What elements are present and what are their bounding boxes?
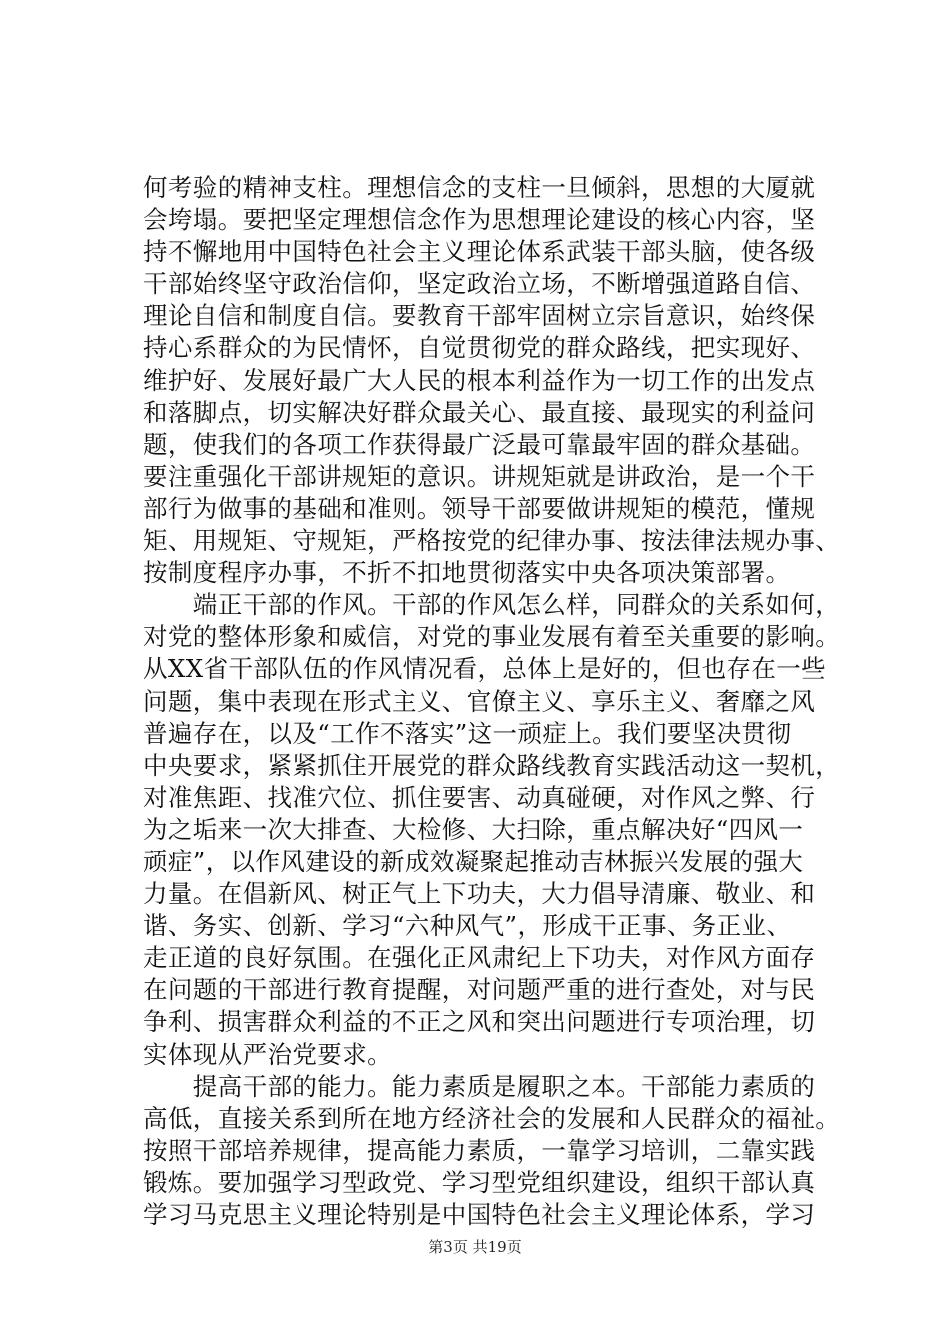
text-line: 从XX省干部队伍的作风情况看，总体上是好的，但也存在一些 bbox=[143, 654, 827, 684]
text-line: 持心系群众的为民情怀，自觉贯彻党的群众路线，把实现好、 bbox=[143, 333, 816, 363]
text-line: 按制度程序办事，不折不扣地贯彻落实中央各项决策部署。 bbox=[143, 558, 791, 588]
text-line: 问题，集中表现在形式主义、官僚主义、享乐主义、奢靡之风 bbox=[143, 686, 816, 716]
body-text bbox=[143, 172, 843, 1231]
text-line: 何考验的精神支柱。理想信念的支柱一旦倾斜，思想的大厦就 bbox=[143, 173, 816, 202]
text-line: 高低，直接关系到所在地方经济社会的发展和人民群众的福祉。 bbox=[143, 1103, 841, 1133]
text-line: 走正道的良好氛围。在强化正风肃纪上下功夫，对作风方面存 bbox=[143, 943, 816, 973]
text-line: 实体现从严治党要求。 bbox=[143, 1039, 392, 1069]
text-line: 在问题的干部进行教育提醒，对问题严重的进行查处，对与民 bbox=[143, 975, 816, 1005]
text-line: 力量。在倡新风、树正气上下功夫，大力倡导清廉、敬业、和 bbox=[143, 879, 816, 909]
text-line: 要注重强化干部讲规矩的意识。讲规矩就是讲政治，是一个干 bbox=[143, 461, 816, 491]
text-line: 维护好、发展好最广大人民的根本利益作为一切工作的出发点 bbox=[143, 365, 816, 395]
text-line: 普遍存在，以及“工作不落实”这一顽症上。我们要坚决贯彻 bbox=[143, 718, 792, 748]
text-line: 争利、损害群众利益的不正之风和突出问题进行专项治理，切 bbox=[143, 1007, 816, 1037]
text-line: 干部始终坚守政治信仰，坚定政治立场，不断增强道路自信、 bbox=[143, 269, 816, 299]
text-line: 理论自信和制度自信。要教育干部牢固树立宗旨意识，始终保 bbox=[143, 301, 816, 331]
text-line: 中央要求，紧紧抓住开展党的群众路线教育实践活动这一契机， bbox=[143, 750, 841, 780]
text-line: 提高干部的能力。能力素质是履职之本。干部能力素质的 bbox=[143, 1071, 816, 1101]
page-footer: 第3页 共19页 bbox=[428, 1238, 522, 1256]
text-line: 矩、用规矩、守规矩，严格按党的纪律办事、按法律法规办事、 bbox=[143, 526, 841, 556]
text-line: 部行为做事的基础和准则。领导干部要做讲规矩的模范，懂规 bbox=[143, 493, 816, 523]
text-line: 学习马克思主义理论特别是中国特色社会主义理论体系，学习 bbox=[143, 1200, 816, 1229]
text-line: 为之垢来一次大排查、大检修、大扫除，重点解决好“四风一 bbox=[143, 814, 804, 844]
text-line: 锻炼。要加强学习型政党、学习型党组织建设，组织干部认真 bbox=[143, 1167, 816, 1197]
text-line: 按照干部培养规律，提高能力素质，一靠学习培训，二靠实践 bbox=[143, 1135, 816, 1165]
text-line: 持不懈地用中国特色社会主义理论体系武装干部头脑，使各级 bbox=[143, 237, 816, 267]
text-line: 会垮塌。要把坚定理想信念作为思想理论建设的核心内容，坚 bbox=[143, 205, 816, 235]
text-line: 顽症”，以作风建设的新成效凝聚起推动吉林振兴发展的强大 bbox=[143, 846, 804, 876]
text-line: 和落脚点，切实解决好群众最关心、最直接、最现实的利益问 bbox=[143, 397, 816, 427]
text-line: 题，使我们的各项工作获得最广泛最可靠最牢固的群众基础。 bbox=[143, 429, 816, 459]
text-line: 对党的整体形象和威信，对党的事业发展有着至关重要的影响。 bbox=[143, 622, 841, 652]
text-line: 端正干部的作风。干部的作风怎么样，同群众的关系如何， bbox=[143, 590, 841, 620]
text-line: 谐、务实、创新、学习“六种风气”，形成干正事、务正业、 bbox=[143, 911, 792, 941]
text-line: 对准焦距、找准穴位、抓住要害、动真碰硬，对作风之弊、行 bbox=[143, 782, 816, 812]
